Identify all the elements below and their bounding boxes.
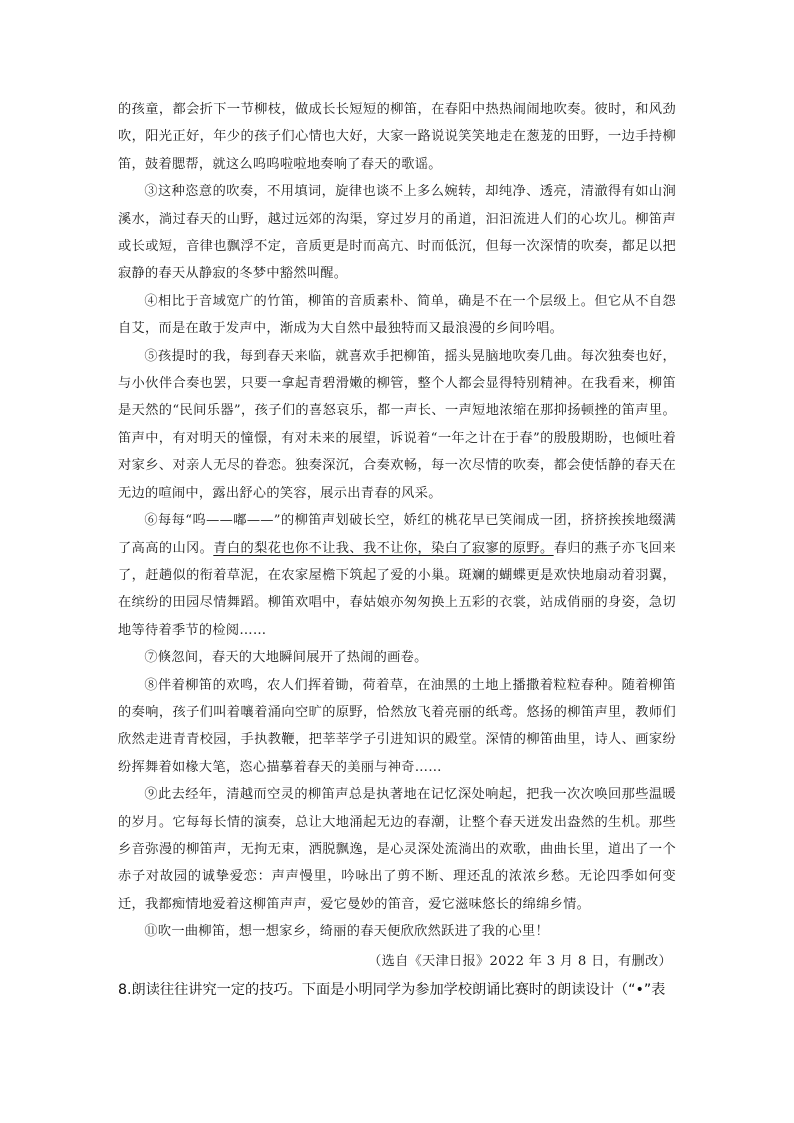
paragraph-6-end: 春归的燕子亦飞回来了，赶趟似的衔着草泥，在农家屋檐下筑起了爱的小巢。斑斓的蝴蝶更是欢快地扇动着羽翼，在缤纷的田园尽情舞蹈。柳笛欢唱中，春姑娘亦匆匆换上五彩的衣裳，站成俏丽的身姿，急切地等待着季节的检阅…… bbox=[118, 540, 676, 638]
source-note: （选自《天津日报》2022 年 3 月 8 日，有删改） bbox=[368, 953, 672, 969]
paragraph-9: ⑨此去经年，清越而空灵的柳笛声总是执著地在记忆深处响起，把我一次次唤回那些温暖的岁月。它每每长情的演奏，总让大地涌起无边的春潮，让整个春天迸发出盎然的生机。那些乡音弥漫的柳笛声，无拘无束，洒脱飘逸，是心灵深处流淌出的欢歌，曲曲长里，道出了一个赤子对故园的诚挚爱恋：声声慢里，吟咏出了剪不断、理还乱的浓浓乡愁。无论四季如何变迁，我都痴情地爱着这柳笛声声，爱它曼妙的笛音，爱它滋味悠长的绵绵乡情。 bbox=[118, 787, 676, 912]
paragraph-8: ⑧伴着柳笛的欢鸣，农人们挥着锄，荷着草，在油黑的土地上播撒着粒粒春种。随着柳笛的奏响，孩子们叫着嚷着涌向空旷的原野，恰然放飞着亮丽的纸鸢。悠扬的柳笛声里，教师们欣然走进青青校园，手执教鞭，把莘莘学子引进知识的殿堂。深情的柳笛曲里，诗人、画家纷纷挥舞着如椽大笔，恣心描摹着春天的美丽与神奇…… bbox=[118, 677, 676, 775]
question-8: 8.朗读往往讲究一定的技巧。下面是小明同学为参加学校朗诵比赛时的朗读设计（“•”表 bbox=[118, 982, 666, 998]
paragraph-3: ③这种恣意的吹奏，不用填词，旋律也谈不上多么婉转，却纯净、透亮，清澈得有如山涧溪水，淌过春天的山野，越过远郊的沟渠，穿过岁月的甬道，汩汩流进人们的心坎儿。柳笛声或长或短，音律也飘浮不定，音质更是时而高亢、时而低沉，但每一次深情的吹奏，都足以把寂静的春天从静寂的冬梦中豁然叫醒。 bbox=[118, 184, 676, 282]
paragraph-10: ⑪吹一曲柳笛，想一想家乡，绮丽的春天便欣欣然跃进了我的心里！ bbox=[144, 924, 550, 940]
article-body bbox=[118, 96, 676, 1004]
paragraph-5: ⑤孩提时的我，每到春天来临，就喜欢手把柳笛，摇头晃脑地吹奏几曲。每次独奏也好，与小伙伴合奏也罢，只要一拿起青碧滑嫩的柳管，整个人都会显得特别精神。在我看来，柳笛是天然的“民间乐器”，孩子们的喜怒哀乐，都一声长、一声短地浓缩在那抑扬顿挫的笛声里。笛声中，有对明天的憧憬，有对未来的展望，诉说着“一年之计在于春”的殷殷期盼，也倾吐着对家乡、对亲人无尽的眷恋。独奏深沉，合奏欢畅，每一次尽情的吹奏，都会使恬静的春天在无边的喧闹中，露出舒心的笑容，展示出青春的风采。 bbox=[118, 348, 676, 501]
paragraph-continuation: 的孩童，都会折下一节柳枝，做成长长短短的柳笛，在春阳中热热闹闹地吹奏。彼时，和风劲吹，阳光正好，年少的孩子们心情也大好，大家一路说说笑笑地走在葱茏的田野，一边手持柳笛，鼓着腮帮，就这么呜呜啦啦地奏响了春天的歌谣。 bbox=[118, 102, 676, 172]
paragraph-6-start: ⑥每每“呜——嘟——”的柳笛声划破长空，娇红的桃花早已笑闹成一团，挤挤挨挨地缀满了高高的山冈。 bbox=[118, 513, 676, 556]
paragraph-4: ④相比于音域宽广的竹笛，柳笛的音质素朴、简单，确是不在一个层级上。但它从不自怨自艾，而是在敢于发声中，渐成为大自然中最独特而又最浪漫的乡间吟唱。 bbox=[118, 293, 676, 337]
paragraph-6-underlined: 青白的梨花也你不让我、我不让你，染白了寂寥的原野。 bbox=[213, 540, 554, 556]
paragraph-7: ⑦倏忽间，春天的大地瞬间展开了热闹的画卷。 bbox=[144, 650, 428, 666]
paragraph-6 bbox=[118, 507, 676, 644]
